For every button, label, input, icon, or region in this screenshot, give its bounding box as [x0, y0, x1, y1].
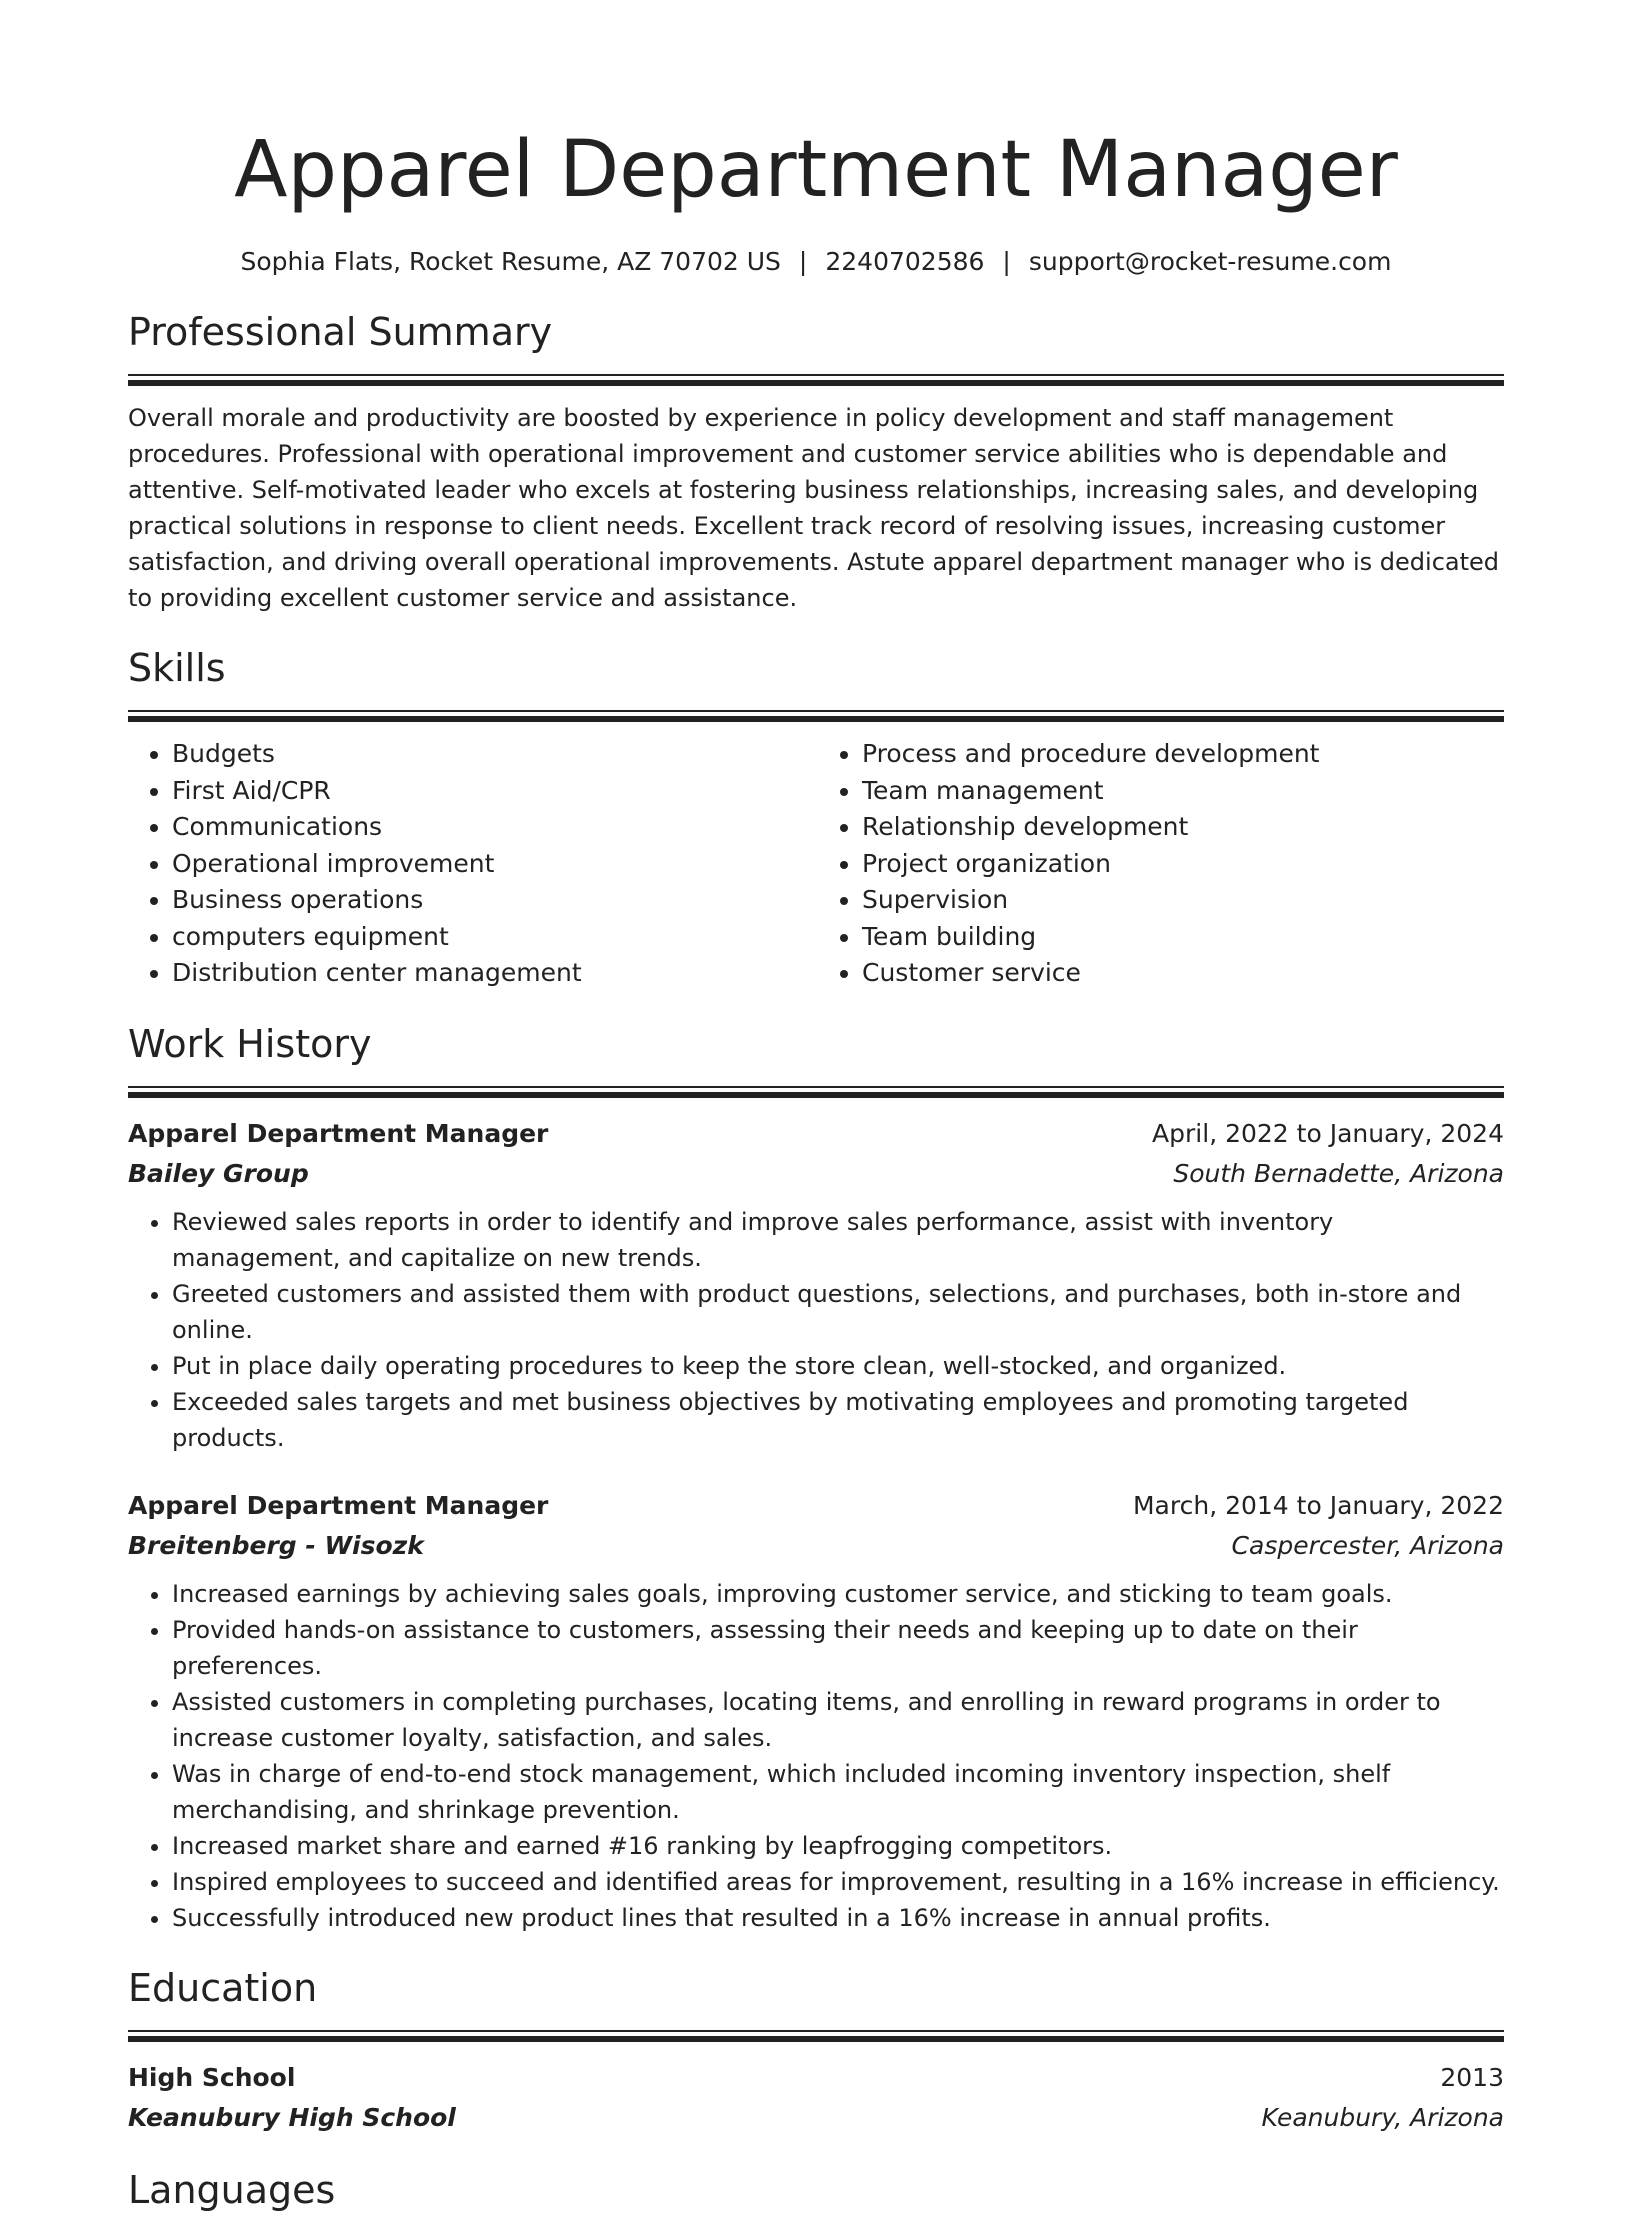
education-year: 2013: [1440, 2062, 1504, 2092]
section-heading: Work History: [128, 1021, 372, 1066]
job-bullet: • Put in place daily operating procedures to keep the store clean, well-stocked, and organized.: [172, 1348, 1504, 1384]
skill-item: • Team management: [862, 773, 1504, 810]
skill-item: • First Aid/CPR: [172, 773, 814, 810]
section-divider: [128, 1086, 1504, 1098]
job-bullet: • Greeted customers and assisted them with product questions, selections, and purchases, both in-store and online.: [172, 1276, 1504, 1348]
contact-phone: 2240702586: [825, 247, 985, 276]
job-title: Apparel Department Manager: [128, 1490, 549, 1520]
skill-item: • Project organization: [862, 846, 1504, 883]
skill-item: • Customer service: [862, 955, 1504, 992]
skill-item: • Process and procedure development: [862, 736, 1504, 773]
skill-item: • Budgets: [172, 736, 814, 773]
section-heading: Skills: [128, 646, 226, 690]
job-bullet: • Provided hands-on assistance to customers, assessing their needs and keeping up to date on their preferences.: [172, 1612, 1504, 1684]
job-dates: March, 2014 to January, 2022: [1132, 1490, 1504, 1520]
skill-item: • Team building: [862, 919, 1504, 956]
job-location: South Bernadette, Arizona: [1173, 1158, 1504, 1188]
job-dates: April, 2022 to January, 2024: [1152, 1118, 1504, 1148]
section-divider: [128, 710, 1504, 722]
job-bullet: • Increased market share and earned #16 ranking by leapfrogging competitors.: [172, 1828, 1504, 1864]
job-entry: [128, 1114, 1504, 1456]
resume-title: Apparel Department Manager: [234, 125, 1398, 215]
skill-item: • computers equipment: [172, 919, 814, 956]
languages-section: [128, 2164, 1504, 2216]
skill-item: • Distribution center management: [172, 955, 814, 992]
job-location: Caspercester, Arizona: [1231, 1530, 1504, 1560]
summary-text: Overall morale and productivity are boosted by experience in policy development and staff management procedures. Professional with operational improvement and customer service abilities who is dependable and attentive. Self-motivated leader who excels at fostering business relationships, increasing sales, and developing practical solutions in response to client needs. Excellent track record of resolving issues, increasing customer satisfaction, and driving overall operational improvements. Astute apparel department manager who is dedicated to providing excellent customer service and assistance.: [128, 404, 1500, 612]
job-bullet: • Exceeded sales targets and met business objectives by motivating employees and promoting targeted products.: [172, 1384, 1504, 1456]
job-bullets: [128, 1576, 1504, 1936]
job-company: Bailey Group: [128, 1158, 309, 1188]
job-bullet: • Was in charge of end-to-end stock management, which included incoming inventory inspection, shelf merchandising, and shrinkage prevention.: [172, 1756, 1504, 1828]
resume-content: [128, 110, 1504, 2216]
education-entry: [128, 2058, 1504, 2138]
education-section: [128, 1962, 1504, 2138]
job-bullet: • Reviewed sales reports in order to identify and improve sales performance, assist with inventory management, and capitalize on new trends.: [172, 1204, 1504, 1276]
education-school: Keanubury High School: [128, 2102, 456, 2132]
skills-list-left: [128, 736, 814, 992]
job-company: Breitenberg - Wisozk: [128, 1530, 424, 1560]
section-heading: Professional Summary: [128, 310, 553, 354]
job-bullet: • Assisted customers in completing purchases, locating items, and enrolling in reward programs in order to increase customer loyalty, satisfaction, and sales.: [172, 1684, 1504, 1756]
job-bullets: [128, 1204, 1504, 1456]
job-title: Apparel Department Manager: [128, 1118, 549, 1148]
contact-address: Sophia Flats, Rocket Resume, AZ 70702 US: [240, 247, 781, 276]
section-divider: [128, 374, 1504, 386]
skill-item: • Business operations: [172, 882, 814, 919]
contact-separator: |: [798, 247, 808, 276]
summary-section: [128, 306, 1504, 616]
skills-section: [128, 642, 1504, 992]
section-divider: [128, 2030, 1504, 2042]
job-bullet: • Successfully introduced new product lines that resulted in a 16% increase in annual profits.: [172, 1900, 1504, 1936]
contact-line: [128, 244, 1504, 280]
education-degree: High School: [128, 2062, 296, 2092]
job-entry: [128, 1486, 1504, 1936]
contact-separator: |: [1002, 247, 1011, 276]
section-heading: Education: [128, 1965, 318, 2010]
job-bullet: • Inspired employees to succeed and identified areas for improvement, resulting in a 16% increase in efficiency.: [172, 1864, 1504, 1900]
skills-columns: [128, 736, 1504, 992]
skill-item: • Relationship development: [862, 809, 1504, 846]
skill-item: • Communications: [172, 809, 814, 846]
skills-list-right: [814, 736, 1504, 992]
job-bullet: • Increased earnings by achieving sales goals, improving customer service, and sticking to team goals.: [172, 1576, 1504, 1612]
contact-email: support@rocket-resume.com: [1028, 247, 1392, 276]
work-history-section: [128, 1018, 1504, 1936]
skill-item: • Operational improvement: [172, 846, 814, 883]
skill-item: • Supervision: [862, 882, 1504, 919]
education-location: Keanubury, Arizona: [1261, 2102, 1504, 2132]
section-heading: Languages: [128, 2167, 336, 2212]
